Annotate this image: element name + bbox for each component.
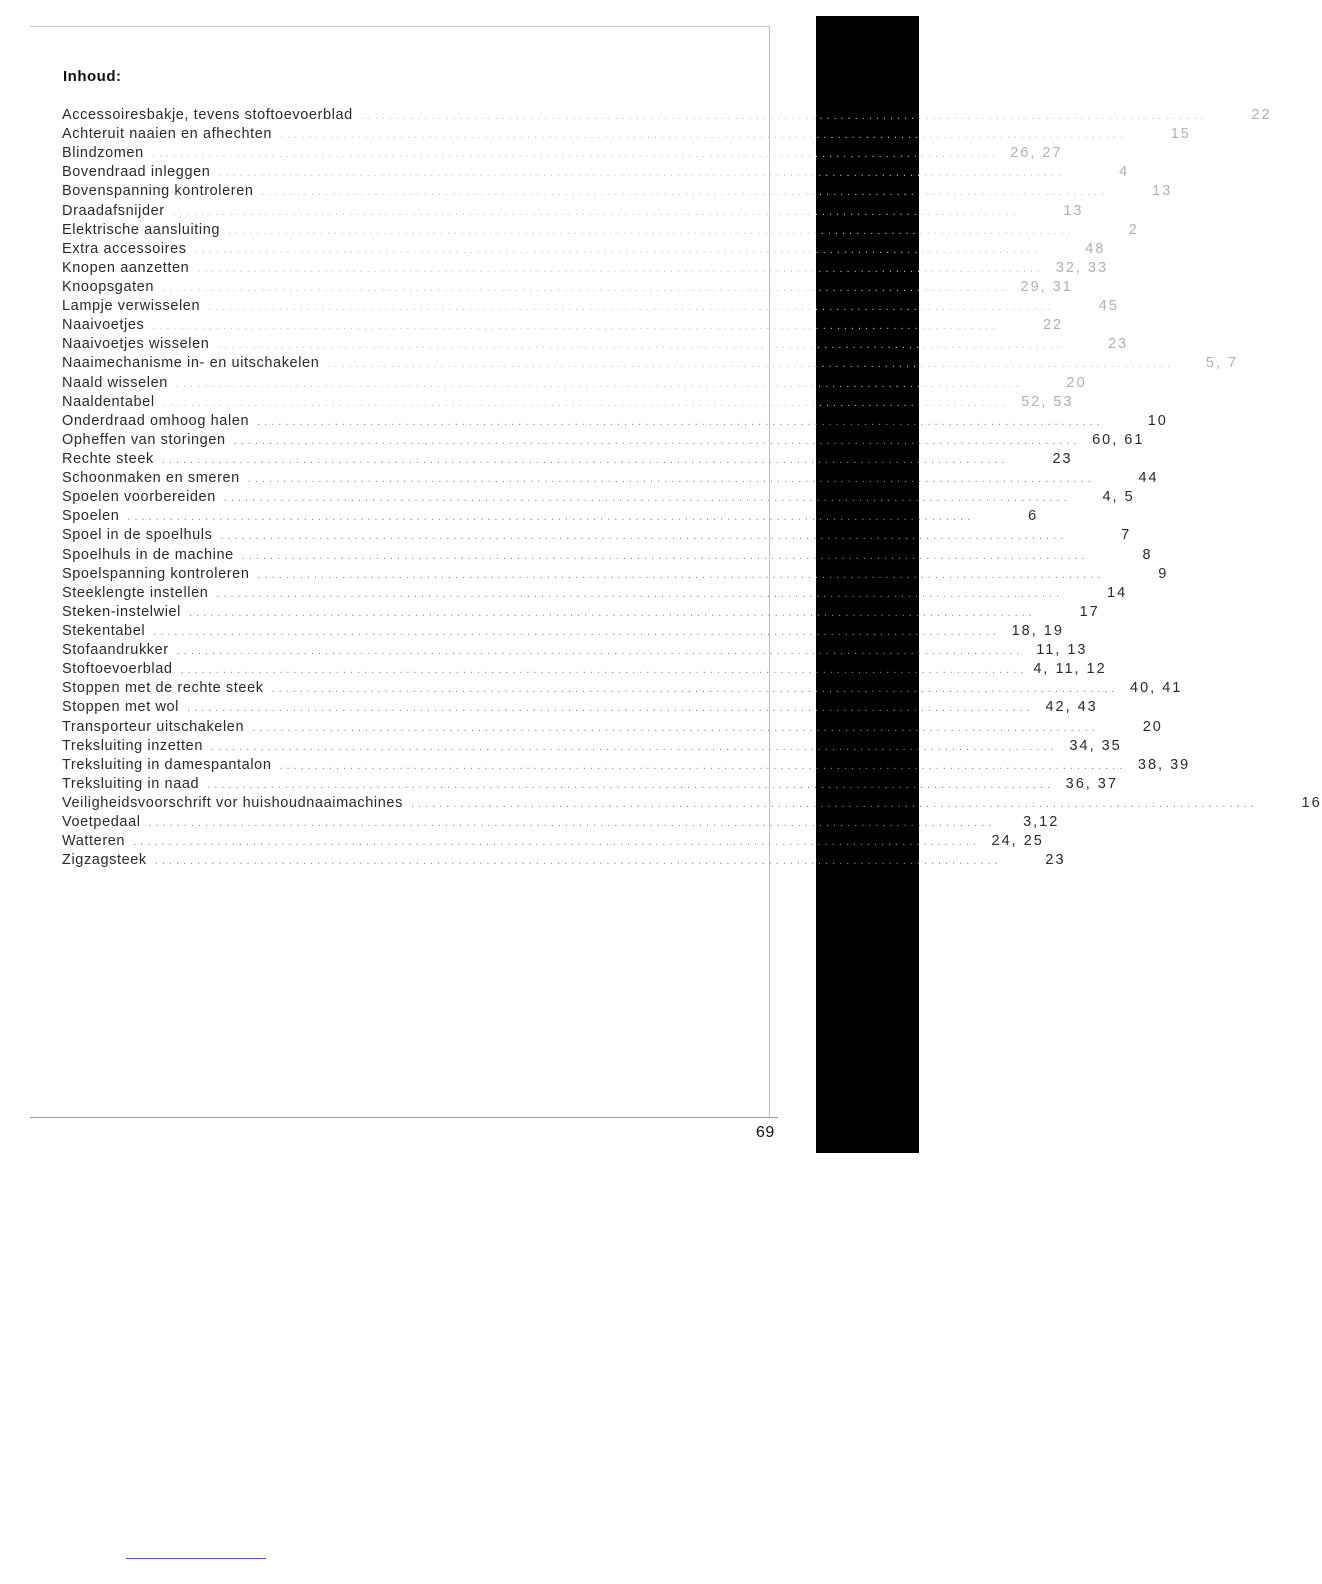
toc-leader-dots: ........................................................................................................................ (161, 453, 1009, 466)
toc-entry (62, 297, 1119, 316)
toc-entry-label: Bovenspanning kontroleren (62, 183, 254, 200)
toc-entry-page: 22 (1042, 317, 1064, 334)
toc-entry-page: 8 (1142, 546, 1153, 563)
toc-entry (62, 431, 1145, 450)
toc-leader-dots: ........................................................................................................................ (162, 281, 1009, 294)
toc-entry (62, 374, 1087, 393)
toc-entry (62, 622, 1064, 641)
toc-entry (62, 794, 1322, 813)
toc-leader-dots: ........................................................................................................................ (327, 358, 1175, 371)
toc-entry-label: Naald wisselen (62, 374, 168, 391)
toc-entry-label: Zigzagsteek (62, 852, 147, 869)
toc-entry (62, 259, 1109, 278)
toc-entry-label: Transporteur uitschakelen (62, 718, 245, 735)
toc-entry (62, 526, 1132, 545)
blue-underline (126, 1558, 266, 1559)
toc-leader-dots: ........................................................................................................................ (207, 778, 1054, 791)
toc-entry (62, 240, 1106, 259)
toc-leader-dots: ........................................................................................................................ (197, 262, 1045, 275)
toc-entry (62, 163, 1130, 182)
toc-entry-page: 40, 41 (1130, 680, 1183, 697)
toc-leader-dots: ........................................................................................................................ (216, 587, 1064, 600)
toc-leader-dots: ........................................................................................................................ (172, 205, 1020, 218)
toc-entry-label: Knopen aanzetten (62, 259, 190, 276)
toc-entry-label: Blindzomen (62, 145, 144, 162)
toc-entry-page: 4 (1119, 164, 1130, 181)
toc-entry (62, 316, 1064, 335)
toc-entry-label: Opheffen van storingen (62, 431, 226, 448)
toc-entry-page: 3,12 (1023, 814, 1060, 831)
toc-leader-dots: ........................................................................................................................ (154, 855, 1002, 868)
toc-entry-label: Rechte steek (62, 450, 154, 467)
toc-entry (62, 106, 1272, 125)
toc-entry-page: 23 (1108, 336, 1129, 353)
toc-entry-page: 42, 43 (1045, 699, 1098, 716)
top-rule (30, 26, 770, 27)
toc-entry-label: Steeklengte instellen (62, 584, 209, 601)
toc-entry (62, 354, 1239, 373)
toc-entry (62, 832, 1044, 851)
toc-leader-dots: ........................................................................................................................ (180, 664, 1028, 677)
toc-leader-dots: ........................................................................................................................ (228, 224, 1075, 237)
toc-entry (62, 737, 1122, 756)
toc-entry (62, 469, 1159, 488)
toc-leader-dots: ........................................................................................................................ (257, 415, 1104, 428)
toc-entry-label: Treksluiting inzetten (62, 737, 204, 754)
toc-entry (62, 278, 1073, 297)
toc-entry-label: Spoelspanning kontroleren (62, 565, 250, 582)
toc-entry (62, 507, 1039, 526)
toc-leader-dots: ........................................................................................................................ (194, 243, 1042, 256)
toc-leader-dots: ........................................................................................................................ (218, 167, 1066, 180)
toc-entry-label: Stoppen met wol (62, 699, 180, 716)
toc-entry-label: Elektrische aansluiting (62, 221, 221, 238)
toc-entry (62, 603, 1100, 622)
toc-leader-dots: ........................................................................................................................ (211, 740, 1058, 753)
toc-entry (62, 813, 1060, 832)
toc-entry-label: Naaivoetjes (62, 317, 145, 334)
toc-entry (62, 756, 1191, 775)
toc-entry-page: 23 (1045, 852, 1066, 869)
toc-entry-label: Stekentabel (62, 622, 146, 639)
toc-entry (62, 641, 1088, 660)
toc-entry-page: 4, 5 (1102, 489, 1135, 506)
toc-entry-label: Stofaandrukker (62, 642, 169, 659)
toc-entry (62, 488, 1135, 507)
toc-entry-page: 6 (1028, 508, 1039, 525)
toc-entry-label: Knoopsgaten (62, 278, 155, 295)
toc-entry-label: Accessoiresbakje, tevens stoftoevoerblad (62, 107, 353, 123)
toc-entry-page: 7 (1121, 527, 1132, 544)
toc-entry (62, 221, 1139, 240)
toc-entry-label: Achteruit naaien en afhechten (62, 126, 273, 143)
toc-leader-dots: ........................................................................................................................ (152, 320, 1000, 333)
toc-leader-dots: ........................................................................................................................ (247, 473, 1095, 486)
toc-leader-dots: ........................................................................................................................ (175, 377, 1023, 390)
toc-entry-page: 15 (1170, 126, 1191, 143)
toc-entry-page: 10 (1147, 412, 1168, 429)
toc-entry-page: 13 (1152, 183, 1173, 200)
toc-entry-page: 52, 53 (1021, 393, 1074, 410)
toc-entry-page: 13 (1063, 202, 1084, 219)
toc-entry-label: Watteren (62, 833, 126, 850)
toc-entry-label: Naaimechanisme in- en uitschakelen (62, 355, 320, 372)
toc-entry-page: 36, 37 (1065, 775, 1118, 792)
toc-leader-dots: ........................................................................................................................ (223, 492, 1071, 505)
toc-leader-dots: ........................................................................................................................ (176, 645, 1024, 658)
toc-entry-label: Treksluiting in damespantalon (62, 756, 272, 773)
toc-entry-page: 20 (1142, 718, 1163, 735)
toc-entry-label: Lampje verwisselen (62, 298, 201, 315)
toc-entry (62, 393, 1074, 412)
toc-leader-dots: ........................................................................................................................ (189, 606, 1036, 619)
toc-entry-label: Stoftoevoerblad (62, 661, 173, 678)
toc-leader-dots: ........................................................................................................................ (153, 625, 1000, 638)
toc-entry-page: 9 (1158, 565, 1169, 582)
toc-entry-page: 22 (1251, 107, 1272, 123)
toc-entry-label: Draadafsnijder (62, 202, 165, 219)
toc-leader-dots: ........................................................................................................................ (151, 148, 999, 161)
toc-entry-label: Treksluiting in naad (62, 775, 200, 792)
toc-entry-page: 38, 39 (1137, 756, 1191, 773)
toc-entry-page: 48 (1085, 240, 1106, 257)
toc-entry (62, 679, 1183, 698)
toc-leader-dots: ........................................................................................................................ (133, 836, 980, 849)
toc-entry-page: 32, 33 (1055, 259, 1109, 276)
toc-entry (62, 125, 1191, 144)
toc-entry-label: Bovendraad inleggen (62, 164, 211, 181)
toc-entry-page: 14 (1107, 584, 1128, 601)
toc-entry-label: Steken-instelwiel (62, 603, 181, 620)
toc-entry-page: 18, 19 (1011, 622, 1064, 639)
table-of-contents (62, 106, 1322, 870)
bottom-rule (30, 1117, 778, 1118)
toc-entry-page: 26, 27 (1010, 145, 1063, 162)
toc-entry (62, 698, 1098, 717)
toc-entry-label: Schoonmaken en smeren (62, 470, 240, 487)
toc-entry-page: 4, 11, 12 (1033, 661, 1107, 678)
toc-entry-page: 2 (1128, 221, 1139, 238)
toc-leader-dots: ........................................................................................................................ (162, 396, 1010, 409)
toc-entry (62, 182, 1173, 201)
toc-entry (62, 565, 1169, 584)
toc-entry-page: 11, 13 (1036, 642, 1088, 659)
toc-leader-dots: ........................................................................................................................ (360, 110, 1208, 122)
toc-leader-dots: ........................................................................................................................ (410, 797, 1258, 810)
toc-entry-label: Voetpedaal (62, 814, 141, 831)
toc-entry-page: 5, 7 (1205, 355, 1239, 372)
toc-leader-dots: ........................................................................................................................ (208, 301, 1055, 314)
toc-entry-label: Spoel in de spoelhuls (62, 527, 213, 544)
toc-leader-dots: ........................................................................................................................ (241, 549, 1089, 562)
toc-entry (62, 450, 1073, 469)
toc-entry-label: Spoelen (62, 508, 120, 525)
toc-entry (62, 660, 1107, 679)
toc-entry (62, 412, 1168, 431)
toc-entry (62, 202, 1084, 221)
page-title: Inhoud: (63, 68, 122, 85)
toc-entry-page: 34, 35 (1069, 737, 1122, 754)
toc-entry-page: 60, 61 (1092, 431, 1145, 448)
toc-leader-dots: ........................................................................................................................ (252, 721, 1099, 734)
toc-entry-label: Naaivoetjes wisselen (62, 336, 210, 353)
toc-leader-dots: ........................................................................................................................ (220, 530, 1068, 543)
toc-entry-page: 45 (1098, 298, 1119, 315)
page-number: 69 (756, 1124, 775, 1141)
toc-entry (62, 335, 1129, 354)
toc-entry-label: Naaldentabel (62, 393, 155, 410)
toc-entry (62, 718, 1163, 737)
toc-leader-dots: ........................................................................................................................ (233, 434, 1081, 447)
toc-leader-dots: ........................................................................................................................ (217, 339, 1065, 352)
toc-leader-dots: ........................................................................................................................ (271, 683, 1119, 696)
toc-entry-page: 29, 31 (1020, 278, 1073, 295)
toc-leader-dots: ........................................................................................................................ (257, 568, 1105, 581)
toc-entry (62, 851, 1066, 870)
toc-leader-dots: ........................................................................................................................ (280, 129, 1127, 142)
toc-leader-dots: ........................................................................................................................ (261, 186, 1109, 199)
toc-entry (62, 584, 1128, 603)
toc-entry-page: 20 (1066, 374, 1087, 391)
toc-leader-dots: ........................................................................................................................ (148, 817, 996, 830)
toc-leader-dots: ........................................................................................................................ (279, 759, 1127, 772)
toc-entry-label: Stoppen met de rechte steek (62, 680, 264, 697)
toc-entry-label: Spoelhuls in de machine (62, 546, 234, 563)
toc-entry (62, 775, 1118, 794)
toc-leader-dots: ........................................................................................................................ (187, 702, 1034, 715)
toc-entry-label: Spoelen voorbereiden (62, 489, 216, 506)
toc-leader-dots: ........................................................................................................................ (127, 511, 975, 524)
toc-entry-label: Veiligheidsvoorschrift vor huishoudnaaimachines (62, 794, 403, 811)
toc-entry-label: Extra accessoires (62, 240, 187, 257)
toc-entry-page: 17 (1079, 603, 1100, 620)
toc-entry-label: Onderdraad omhoog halen (62, 412, 250, 429)
toc-entry (62, 546, 1153, 565)
toc-entry-page: 23 (1052, 450, 1073, 467)
toc-entry-page: 16 (1301, 794, 1322, 811)
toc-entry-page: 24, 25 (991, 833, 1044, 850)
toc-entry-page: 44 (1138, 470, 1159, 487)
toc-entry (62, 144, 1063, 163)
